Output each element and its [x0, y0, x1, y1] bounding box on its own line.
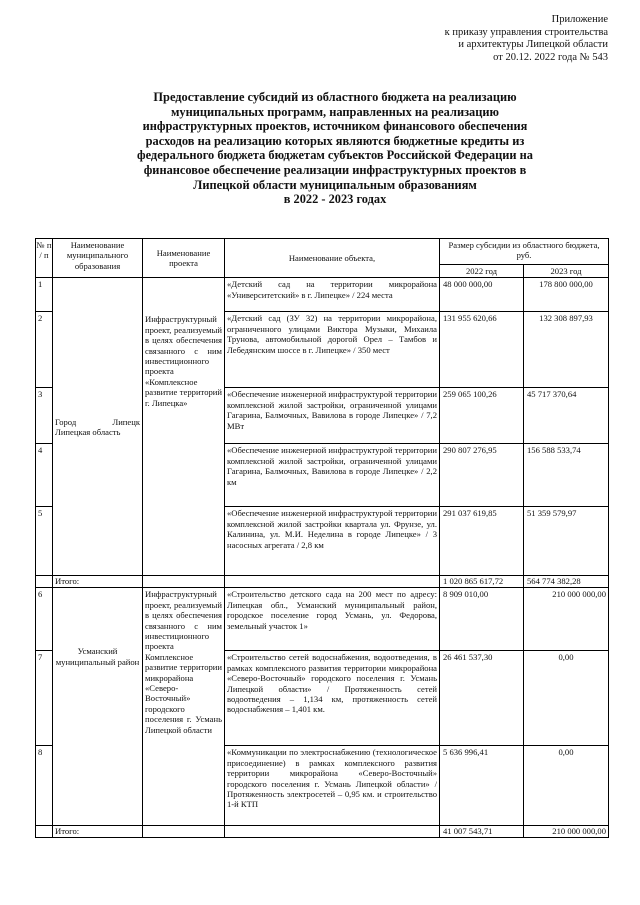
appendix-block	[378, 14, 608, 64]
header-num: № п / п	[36, 239, 53, 278]
project-cell: Инфраструктурный проект, реализуемый в целях обеспечения связанного с ним инвестиционного проекта Комплексное развитие территории микрорайона «Северо-Восточный» городского поселения г. Усмань Липецкой области	[143, 588, 225, 826]
title-line: Предоставление субсидий из областного бюджета на реализацию	[153, 90, 517, 104]
row-num: 5	[36, 507, 53, 576]
municipality-cell: Город Липецк Липецкая область	[53, 278, 143, 576]
municipality-cell: Усманский муниципальный район	[53, 588, 143, 826]
row-num: 1	[36, 278, 53, 312]
subsidy-table	[35, 238, 609, 838]
total-row	[36, 576, 609, 588]
title-line: в 2022 - 2023 годах	[283, 192, 387, 207]
document-title	[70, 90, 600, 207]
total-empty-cell	[143, 576, 225, 588]
appendix-line: к приказу управления строительства	[444, 26, 608, 38]
header-year-2022: 2022 год	[440, 265, 524, 278]
total-2023: 564 774 382,28	[524, 576, 609, 588]
amount-2023: 0,00	[524, 746, 609, 826]
amount-2023: 0,00	[524, 651, 609, 746]
appendix-line: от 20.12. 2022 года № 543	[493, 51, 608, 63]
amount-2023: 132 308 897,93	[524, 312, 609, 388]
table-row	[36, 588, 609, 651]
object-cell: «Детский сад (ЗУ 32) на территории микрорайона, ограниченного улицами Виктора Музыки, Михаила Трунова, автомобильной дорогой Орел – Тамбов и Лебедянским шоссе в г. Липецке» / 350 мест	[225, 312, 440, 388]
amount-2022: 5 636 996,41	[440, 746, 524, 826]
total-empty-cell	[225, 576, 440, 588]
total-label: Итого:	[53, 826, 143, 838]
object-cell: «Детский сад на территории микрорайона «Университетский» в г. Липецке» / 224 места	[225, 278, 440, 312]
amount-2023: 178 800 000,00	[524, 278, 609, 312]
title-line: муниципальных программ, направленных на реализацию	[170, 104, 500, 119]
title-line: расходов на реализацию которых являются бюджетные кредиты из	[145, 133, 525, 148]
row-num: 3	[36, 388, 53, 444]
amount-2023: 156 588 533,74	[524, 444, 609, 507]
title-line: Липецкой области муниципальным образованиям	[193, 177, 477, 192]
total-num-cell	[36, 826, 53, 838]
object-cell: «Строительство детского сада на 200 мест по адресу: Липецкая обл., Усманский муниципальный район, городское поселение город Усмань, ул. Федорова, земельный участок 1»	[225, 588, 440, 651]
total-2022: 1 020 865 617,72	[440, 576, 524, 588]
row-num: 7	[36, 651, 53, 746]
amount-2022: 8 909 010,00	[440, 588, 524, 651]
amount-2022: 26 461 537,30	[440, 651, 524, 746]
amount-2023: 45 717 370,64	[524, 388, 609, 444]
header-amount: Размер субсидии из областного бюджета, руб.	[440, 239, 609, 265]
header-municipality: Наименование муниципального образования	[53, 239, 143, 278]
header-year-2023: 2023 год	[524, 265, 609, 278]
row-num: 6	[36, 588, 53, 651]
amount-2022: 290 807 276,95	[440, 444, 524, 507]
amount-2022: 48 000 000,00	[440, 278, 524, 312]
header-row	[36, 239, 609, 265]
title-line: федерального бюджета бюджетам субъектов Российской Федерации на	[137, 148, 533, 163]
title-line: инфраструктурных проектов, источником финансового обеспечения	[142, 119, 528, 134]
total-empty-cell	[143, 826, 225, 838]
appendix-line: Приложение	[551, 14, 608, 25]
appendix-line: и архитектуры Липецкой области	[458, 39, 608, 50]
row-num: 4	[36, 444, 53, 507]
total-row	[36, 826, 609, 838]
amount-2023: 51 359 579,97	[524, 507, 609, 576]
object-cell: «Коммуникации по электроснабжению (технологическое присоединение) в рамках комплексного развития территории микрорайона «Северо-Восточный» городского поселения г. Усмань Липецкой области» / Протяженность электросетей – 0,95 км. и строительство 1-й КТП	[225, 746, 440, 826]
row-num: 8	[36, 746, 53, 826]
table-row	[36, 278, 609, 312]
total-label: Итого:	[53, 576, 143, 588]
title-line: финансовое обеспечение реализации инфраструктурных проектов в	[143, 162, 527, 177]
project-cell: Инфраструктурный проект, реализуемый в целях обеспечения связанного с ним инвестиционного проекта «Комплексное развитие территорий г. Липецка»	[143, 278, 225, 576]
total-2023: 210 000 000,00	[524, 826, 609, 838]
row-num: 2	[36, 312, 53, 388]
total-num-cell	[36, 576, 53, 588]
object-cell: «Обеспечение инженерной инфраструктурой территории комплексной жилой застройки квартала ул. Фрунзе, ул. Калинина, ул. М.И. Неделина в городе Липецке» / 3 насосных агрегата / 2,8 км	[225, 507, 440, 576]
header-object: Наименование объекта,	[225, 239, 440, 278]
amount-2023: 210 000 000,00	[524, 588, 609, 651]
object-cell: «Обеспечение инженерной инфраструктурой территории комплексной жилой застройки, ограниченной улицами Гагарина, Балмочных, Вавилова в городе Липецке» / 7,2 МВт	[225, 388, 440, 444]
amount-2022: 131 955 620,66	[440, 312, 524, 388]
object-cell: «Обеспечение инженерной инфраструктурой территории комплексной жилой застройки, ограниченной улицами Гагарина, Балмочных, Вавилова в городе Липецке» / 2,2 км	[225, 444, 440, 507]
header-project: Наименование проекта	[143, 239, 225, 278]
total-2022: 41 007 543,71	[440, 826, 524, 838]
amount-2022: 259 065 100,26	[440, 388, 524, 444]
total-empty-cell	[225, 826, 440, 838]
amount-2022: 291 037 619,85	[440, 507, 524, 576]
object-cell: «Строительство сетей водоснабжения, водоотведения, в рамках комплексного развития территории микрорайона «Северо-Восточный» городского поселения г. Усмань Липецкой области» / Протяженность сетей водоотведения – 1,134 км, протяженность сетей водоснабжения – 1,401 км.	[225, 651, 440, 746]
